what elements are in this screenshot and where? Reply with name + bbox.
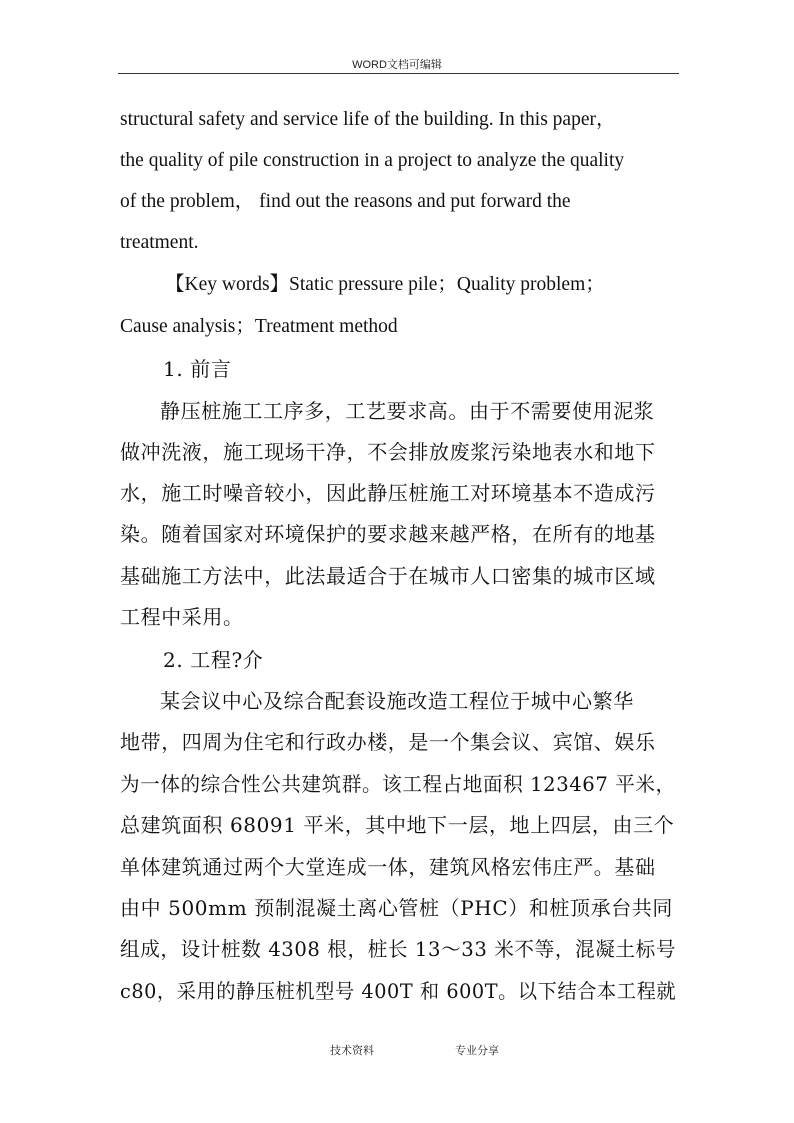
- intro-line-2: 做冲洗液，施工现场干净，不会排放废浆污染地表水和地下: [120, 440, 656, 464]
- abstract-line-1: structural safety and service life of the building. In this paper，: [120, 109, 616, 130]
- overview-line-7: 组成，设计桩数 4308 根，桩长 13～33 米不等，混凝土标号: [120, 937, 677, 961]
- overview-line-2: 地带，四周为住宅和行政办楼，是一个集会议、宾馆、娱乐: [120, 730, 656, 754]
- keywords-line-2: Cause analysis；Treatment method: [120, 316, 398, 337]
- overview-line-3: 为一体的综合性公共建筑群。该工程占地面积 123467 平米，: [120, 772, 676, 796]
- abstract-line-3: of the problem， find out the reasons and put forward the: [120, 191, 571, 212]
- footer-left-text: 技术资料: [330, 1045, 374, 1057]
- keywords-line-1: 【Key words】Static pressure pile；Quality problem；: [165, 274, 605, 295]
- overview-line-8: c80，采用的静压桩机型号 400T 和 600T。以下结合本工程就: [120, 979, 677, 1003]
- section-heading-intro: 1. 前言: [163, 357, 232, 381]
- abstract-line-4: treatment.: [120, 232, 199, 253]
- intro-line-5: 基础施工方法中，此法最适合于在城市人口密集的城市区域: [120, 564, 656, 588]
- intro-line-1: 静压桩施工工序多，工艺要求高。由于不需要使用泥浆: [160, 399, 655, 423]
- page-header: WORD文档可编辑: [352, 59, 442, 71]
- section-heading-overview: 2. 工程?介: [163, 648, 264, 672]
- intro-line-3: 水，施工时噪音较小，因此静压桩施工对环境基本不造成污: [120, 481, 656, 505]
- intro-line-6: 工程中采用。: [120, 605, 244, 629]
- header-divider: [118, 73, 679, 74]
- abstract-line-2: the quality of pile construction in a project to analyze the quality: [120, 150, 625, 171]
- overview-line-5: 单体建筑通过两个大堂连成一体，建筑风格宏伟庄严。基础: [120, 855, 656, 879]
- overview-line-6: 由中 500mm 预制混凝土离心管桩（PHC）和桩顶承台共同: [120, 896, 674, 920]
- footer-right-text: 专业分享: [455, 1045, 499, 1057]
- overview-line-4: 总建筑面积 68091 平米，其中地下一层，地上四层，由三个: [120, 813, 675, 837]
- overview-line-1: 某会议中心及综合配套设施改造工程位于城中心繁华: [160, 689, 634, 713]
- intro-line-4: 染。随着国家对环境保护的要求越来越严格，在所有的地基: [120, 522, 656, 546]
